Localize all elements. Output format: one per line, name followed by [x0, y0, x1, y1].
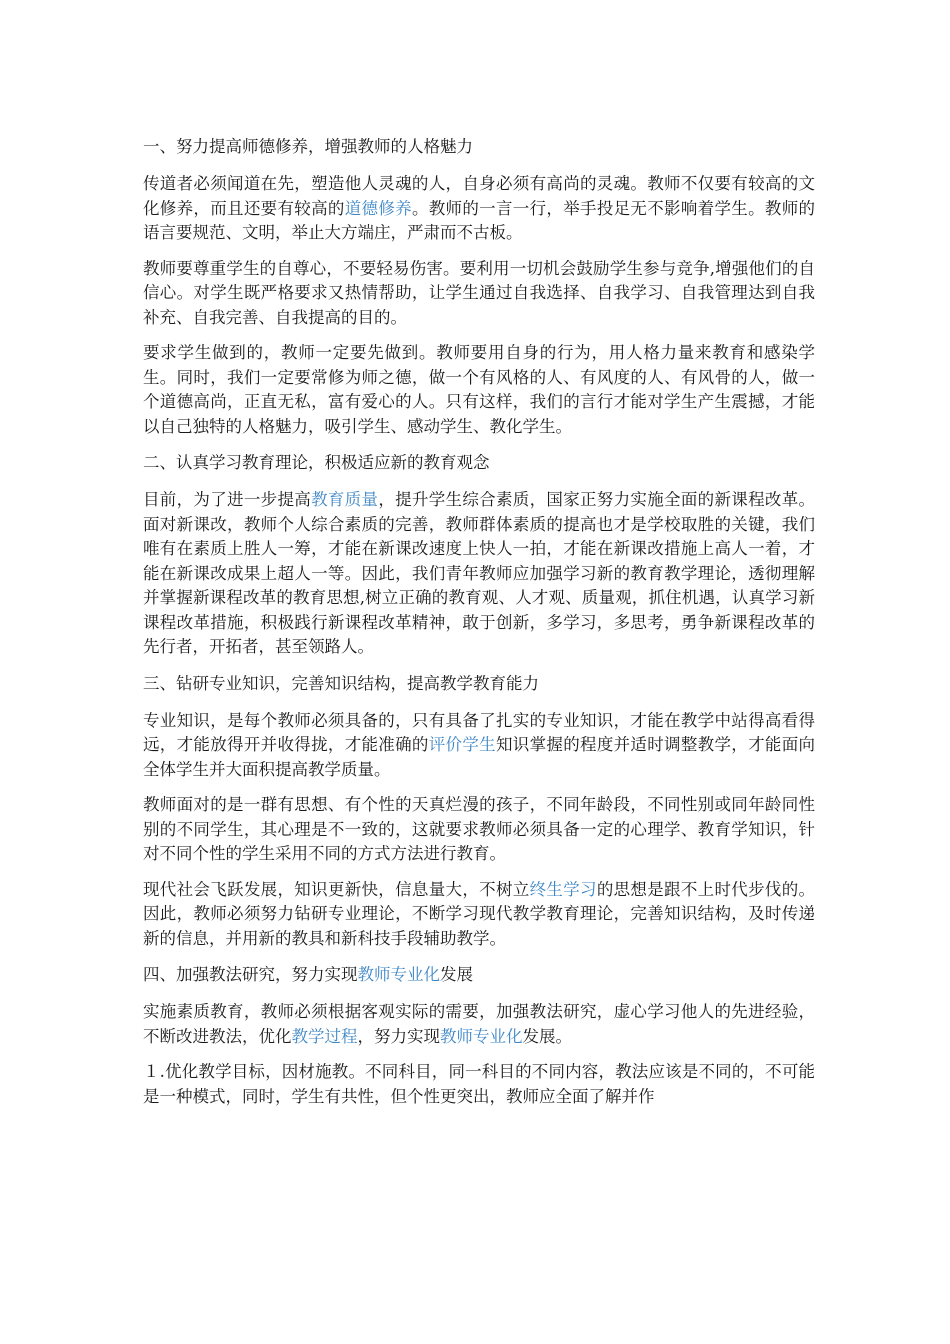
text-run: 传道者必须闻道在先，塑造他人灵魂的人，自身必须有高尚的灵魂。教师不仅要有较高的文化修养，而且还要有较高的	[143, 174, 815, 218]
keyword-link[interactable]: 教学过程	[291, 1026, 358, 1046]
text-run: 知识掌握的程度并适时调整教学，才能面向全体学生并大面积提高教学质量。	[143, 735, 816, 779]
keyword-link[interactable]: 终生学习	[529, 879, 597, 899]
paragraph	[143, 1000, 815, 1049]
text-run: 发展。	[522, 1026, 572, 1046]
paragraph	[143, 1060, 815, 1109]
keyword-link[interactable]: 教育质量	[311, 490, 379, 509]
text-run: 要求学生做到的，教师一定要先做到。教师要用自身的行为，用人格力量来教育和感染学生。同时，我们一定要常修为师之德，做一个有风格的人、有风度的人、有风骨的人，做一个道德高尚，正直无私，富有爱心的人。只有这样，我们的言行才能对学生产生震撼，才能以自己独特的人格魅力，吸引学生、感动学生、教化学生。	[143, 343, 815, 436]
text-run: 。教师的一言一行，举手投足无不影响着学生。教师的语言要规范、文明，举止大方端庄，严肃而不古板。	[143, 198, 816, 242]
paragraph	[143, 709, 815, 783]
text-run: １.优化教学目标，因材施教。不同科目，同一科目的不同内容，教法应该是不同的，不可能是一种模式，同时，学生有共性，但个性更突出，教师应全面了解并作	[143, 1062, 815, 1106]
paragraph	[143, 793, 815, 867]
keyword-link[interactable]: 教师专业化	[440, 1026, 523, 1046]
text-run: 的思想是跟不上时代步伐的。因此，教师必须努力钻研专业理论，不断学习现代教学教育理论，完善知识结构，及时传递新的信息，并用新的教具和新科技手段辅助教学。	[143, 879, 816, 948]
text-run: 专业知识，是每个教师必须具备的，只有具备了扎实的专业知识，才能在教学中站得高看得远，才能放得开并收得拢，才能准确的	[143, 710, 815, 754]
section-heading	[143, 450, 815, 476]
text-run: 三、钻研专业知识，完善知识结构，提高教学教育能力	[143, 673, 539, 693]
section-heading	[143, 134, 815, 160]
text-run: 教师面对的是一群有思想、有个性的天真烂漫的孩子，不同年龄段，不同性别或同年龄同性别的不同学生，其心理是不一致的，这就要求教师必须具备一定的心理学、教育学知识，针对不同个性的学生采用不同的方式方法进行教育。	[143, 795, 815, 863]
paragraph	[143, 488, 815, 660]
keyword-link[interactable]: 评价学生	[428, 735, 496, 754]
paragraph	[143, 878, 815, 952]
section-heading	[143, 962, 815, 988]
text-run: 实施素质教育，教师必须根据客观实际的需要，加强教法研究，虚心学习他人的先进经验，不断改进教法，优化	[143, 1002, 815, 1046]
paragraph	[143, 341, 815, 439]
text-run: 发展	[440, 965, 473, 984]
keyword-link[interactable]: 道德修养	[344, 198, 412, 218]
text-run: 二、认真学习教育理论，积极适应新的教育观念	[143, 453, 490, 472]
text-run: 教师要尊重学生的自尊心，不要轻易伤害。要利用一切机会鼓励学生参与竞争,增强他们的自信心。对学生既严格要求又热情帮助，让学生通过自我选择、自我学习、自我管理达到自我补充、自我完善、自我提高的目的。	[143, 258, 815, 327]
paragraph	[143, 172, 815, 246]
section-heading	[143, 671, 815, 697]
text-run: 目前，为了进一步提高	[143, 490, 312, 509]
text-run: 四、加强教法研究，努力实现	[143, 965, 358, 984]
text-run: 现代社会飞跃发展，知识更新快，信息量大，不树立	[143, 879, 530, 899]
keyword-link[interactable]: 教师专业化	[357, 965, 440, 984]
document-body	[143, 134, 815, 1120]
text-run: ，努力实现	[357, 1026, 440, 1046]
text-run: 一、努力提高师德修养，增强教师的人格魅力	[143, 137, 473, 156]
paragraph	[143, 257, 815, 331]
text-run: ，提升学生综合素质，国家正努力实施全面的新课程改革。面对新课改，教师个人综合素质的完善，教师群体素质的提高也才是学校取胜的关键，我们唯有在素质上胜人一筹，才能在新课改速度上快人一拍，才能在新课改措施上高人一着，才能在新课改成果上超人一等。因此，我们青年教师应加强学习新的教育教学理论，透彻理解并掌握新课程改革的教育思想,树立正确的教育观、人才观、质量观，抓住机遇，认真学习新课程改革措施，积极践行新课程改革精神，敢于创新，多学习，多思考，勇争新课程改革的先行者，开拓者，甚至领路人。	[143, 490, 816, 656]
